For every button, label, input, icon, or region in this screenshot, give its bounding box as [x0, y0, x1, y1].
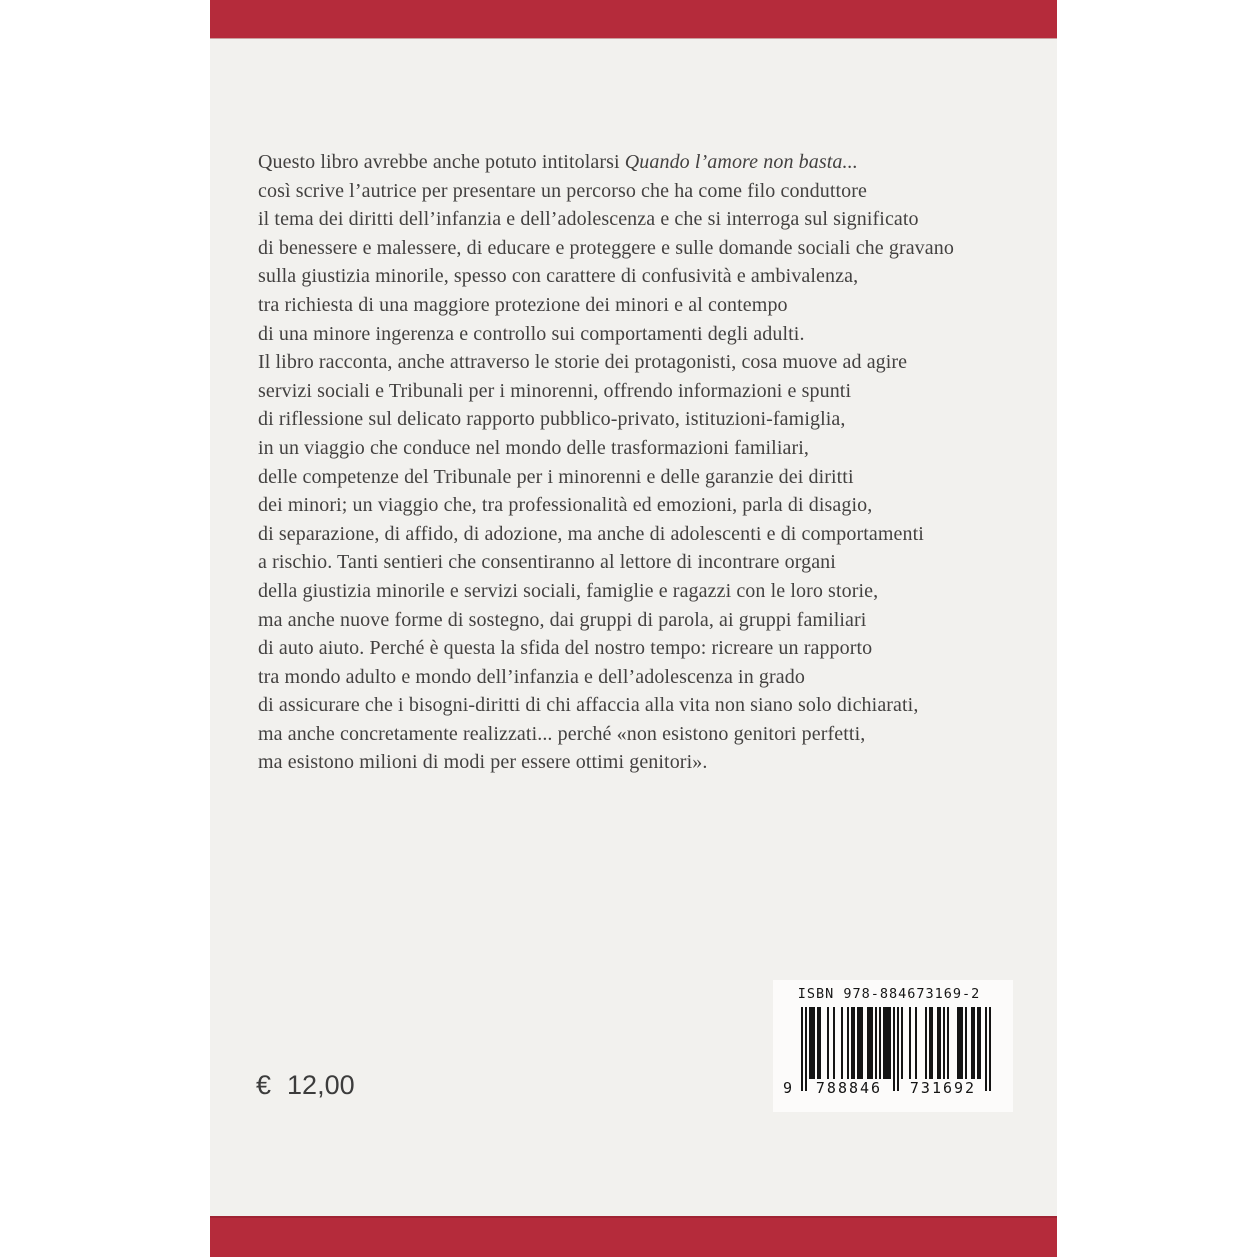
bottom-red-band: [210, 1216, 1057, 1257]
blurb-line: tra mondo adulto e mondo dell’infanzia e dell’adolescenza in grado: [258, 665, 805, 688]
blurb-line: di benessere e malessere, di educare e proteggere e sulle domande sociali che gravano: [258, 236, 954, 259]
barcode-digit-first: 9: [783, 1079, 793, 1097]
blurb-line: servizi sociali e Tribunali per i minorenni, offrendo informazioni e spunti: [258, 379, 852, 402]
barcode-block: [773, 980, 1013, 1112]
blurb-line: di separazione, di affido, di adozione, ma anche di adolescenti e di comportamenti: [258, 522, 924, 545]
blurb-line: di riflessione sul delicato rapporto pubblico-privato, istituzioni-famiglia,: [258, 408, 846, 431]
barcode-digit-group1: 788846: [815, 1079, 883, 1097]
price-amount: 12,00: [287, 1070, 355, 1100]
blurb-line1-regular: Questo libro avrebbe anche potuto intitolarsi: [258, 151, 625, 173]
blurb-line: ma anche concretamente realizzati... perché «non esistono genitori perfetti,: [258, 722, 866, 745]
book-back-cover: [210, 0, 1057, 1257]
blurb-line: in un viaggio che conduce nel mondo delle trasformazioni familiari,: [258, 436, 809, 459]
top-red-band: [210, 0, 1057, 39]
blurb-line: così scrive l’autrice per presentare un percorso che ha come filo conduttore: [258, 179, 867, 202]
blurb-line: ma anche nuove forme di sostegno, dai gruppi di parola, ai gruppi familiari: [258, 608, 867, 631]
price: [256, 1070, 355, 1101]
barcode-digit-group2: 731692: [909, 1079, 977, 1097]
blurb-line: ma esistono milioni di modi per essere ottimi genitori».: [258, 751, 708, 774]
isbn-label: ISBN 978-884673169-2: [797, 986, 981, 1002]
blurb-line: dei minori; un viaggio che, tra professionalità ed emozioni, parla di disagio,: [258, 494, 873, 517]
blurb-line: a rischio. Tanti sentieri che consentiranno al lettore di incontrare organi: [258, 551, 836, 574]
book-title-italic: Quando l’amore non basta...: [624, 151, 858, 173]
blurb-line: di una minore ingerenza e controllo sui comportamenti degli adulti.: [258, 322, 805, 345]
blurb-line: il tema dei diritti dell’infanzia e dell’adolescenza e che si interroga sul significato: [258, 208, 919, 231]
blurb-line: della giustizia minorile e servizi sociali, famiglie e ragazzi con le loro storie,: [258, 579, 879, 602]
blurb-line: tra richiesta di una maggiore protezione dei minori e al contempo: [258, 293, 788, 316]
back-cover-blurb: [258, 148, 954, 777]
blurb-line: delle competenze del Tribunale per i minorenni e delle garanzie dei diritti: [258, 465, 854, 488]
blurb-line: Il libro racconta, anche attraverso le storie dei protagonisti, cosa muove ad agire: [258, 351, 908, 374]
blurb-line: [258, 148, 954, 177]
blurb-line: di auto aiuto. Perché è questa la sfida del nostro tempo: ricreare un rapporto: [258, 637, 873, 660]
euro-symbol: €: [256, 1070, 272, 1100]
blurb-line: sulla giustizia minorile, spesso con carattere di confusività e ambivalenza,: [258, 265, 859, 288]
barcode-digits: [783, 1079, 991, 1099]
blurb-line: di assicurare che i bisogni-diritti di chi affaccia alla vita non siano solo dichiarati,: [258, 694, 919, 717]
